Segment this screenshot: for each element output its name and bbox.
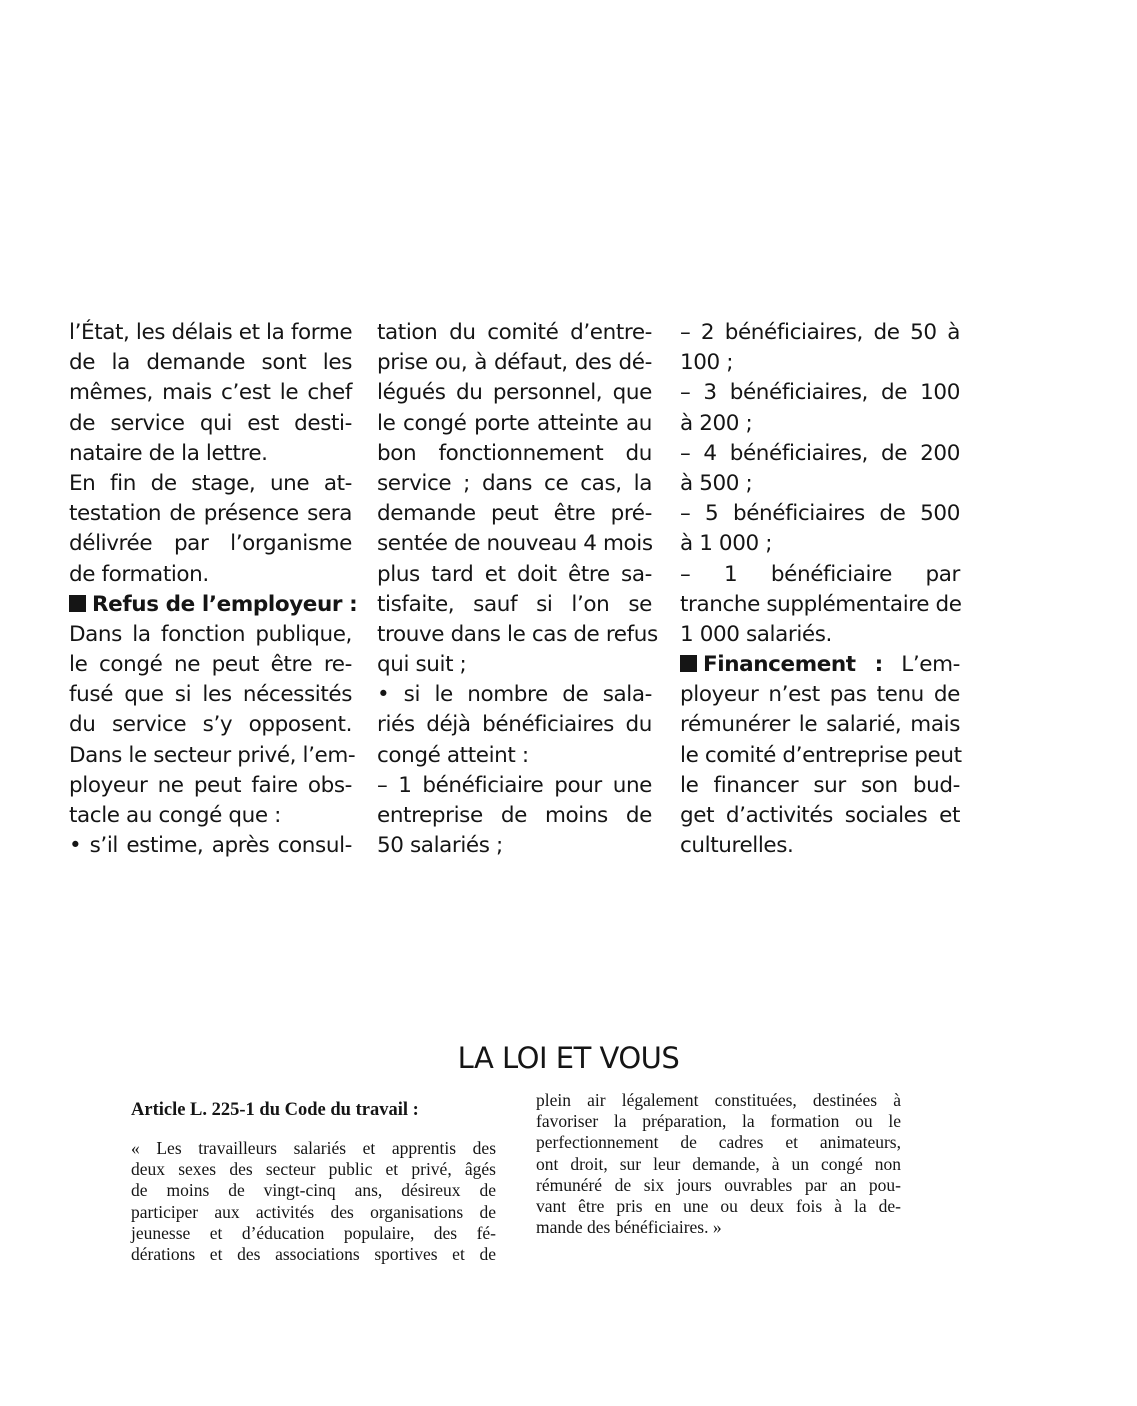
text-line: [536, 1217, 901, 1238]
text-line: [377, 741, 652, 771]
line-text: • si le nombre de sala-: [377, 682, 652, 708]
text-line: [680, 348, 960, 378]
line-text: rémunérer le salarié, mais: [680, 712, 960, 738]
text-line: [69, 710, 352, 740]
text-line: [377, 680, 652, 710]
text-line: [680, 469, 960, 499]
text-line: [536, 1154, 901, 1175]
line-text: prise ou, à défaut, des dé-: [377, 350, 652, 376]
line-text: rémunéré de six jours ouvrables par an pou-: [536, 1174, 901, 1195]
line-text: favoriser la préparation, la formation ou le: [536, 1111, 901, 1132]
text-line: [680, 439, 960, 469]
line-text: légués du personnel, que: [377, 380, 652, 406]
text-line: [69, 378, 352, 408]
text-line: [680, 650, 960, 680]
text-line: [680, 741, 960, 771]
line-text: à 200 ;: [680, 410, 753, 436]
text-line: [69, 741, 356, 771]
text-line: [69, 348, 352, 378]
line-text: perfectionnement de cadres et animateurs,: [536, 1132, 901, 1153]
line-text: du service s’y opposent.: [69, 712, 352, 738]
text-line: [680, 378, 960, 408]
line-text: vant être pris en une ou deux fois à la de-: [536, 1195, 901, 1216]
text-line: [536, 1132, 901, 1153]
line-text: mande des bénéficiaires. »: [536, 1217, 722, 1238]
text-line: [680, 771, 960, 801]
text-line: [680, 590, 960, 620]
line-text: deux sexes des secteur public et privé, âgés: [131, 1159, 496, 1180]
text-line: [680, 560, 960, 590]
line-text: de formation.: [69, 561, 209, 587]
text-line: [131, 1159, 496, 1180]
text-line: [131, 1223, 496, 1244]
line-text: le financer sur son bud-: [680, 772, 960, 798]
text-line: [69, 680, 352, 710]
line-text: – 3 bénéficiaires, de 100: [680, 380, 960, 406]
square-bullet-icon: [680, 655, 697, 672]
line-text: délivrée par l’organisme: [69, 531, 352, 557]
line-text: L’em-: [882, 652, 960, 678]
line-text: de la demande sont les: [69, 350, 352, 376]
article-column-2: [377, 318, 658, 861]
line-text: « Les travailleurs salariés et apprentis des: [131, 1138, 496, 1158]
text-line: [131, 1202, 496, 1223]
text-line: [536, 1196, 901, 1217]
line-text: tranche supplémentaire de: [680, 591, 962, 617]
line-text: participer aux activités des organisations de: [131, 1201, 496, 1222]
line-text: ployeur ne peut faire obs-: [69, 772, 352, 798]
line-text: de service qui est desti-: [69, 410, 352, 436]
section-heading: Financement :: [703, 652, 883, 678]
text-line: [377, 560, 652, 590]
line-text: tisfaite, sauf si l’on se: [377, 591, 652, 617]
line-text: • s’il estime, après consul-: [69, 833, 352, 859]
text-line: [377, 378, 652, 408]
law-section-title: LA LOI ET VOUS: [457, 1041, 680, 1075]
text-line: [377, 439, 652, 469]
text-line: [69, 409, 352, 439]
line-text: testation de présence sera: [69, 501, 352, 527]
text-line: [69, 439, 352, 469]
line-text: ployeur n’est pas tenu de: [680, 682, 960, 708]
line-text: trouve dans le cas de refus: [377, 621, 658, 647]
text-line: [680, 620, 960, 650]
line-text: sentée de nouveau 4 mois: [377, 531, 653, 557]
text-line: [69, 529, 352, 559]
line-text: entreprise de moins de: [377, 803, 652, 828]
text-line: [69, 590, 358, 620]
line-text: le comité d’entreprise peut: [680, 742, 962, 768]
text-line: [680, 409, 960, 439]
law-column-2: [536, 1090, 901, 1238]
text-line: [69, 499, 352, 529]
line-text: plein air légalement constituées, destinées à: [536, 1090, 901, 1110]
text-line: [131, 1138, 496, 1159]
text-line: [69, 831, 352, 861]
line-text: – 1 bénéficiaire par: [680, 561, 960, 587]
line-text: à 1 000 ;: [680, 531, 773, 557]
text-line: [377, 710, 652, 740]
line-text: tation du comité d’entre-: [377, 320, 652, 345]
line-text: service ; dans ce cas, la: [377, 470, 652, 496]
text-line: [69, 650, 352, 680]
section-heading: Refus de l’employeur :: [92, 591, 358, 617]
line-text: riés déjà bénéficiaires du: [377, 712, 652, 738]
text-line: [69, 560, 352, 590]
text-line: [377, 499, 652, 529]
text-line: [680, 680, 960, 710]
article-column-1: [69, 318, 358, 861]
line-text: demande peut être pré-: [377, 501, 652, 527]
text-line: [377, 620, 658, 650]
line-text: tacle au congé que :: [69, 803, 281, 828]
line-text: fusé que si les nécessités: [69, 682, 352, 708]
text-line: [69, 801, 352, 831]
line-text: ont droit, sur leur demande, à un congé non: [536, 1153, 901, 1174]
line-text: qui suit ;: [377, 652, 467, 678]
line-text: Dans le secteur privé, l’em-: [69, 742, 356, 768]
line-text: culturelles.: [680, 833, 794, 859]
line-text: le congé porte atteinte au: [377, 410, 652, 436]
line-text: nataire de la lettre.: [69, 440, 268, 466]
text-line: [69, 469, 352, 499]
text-line: [377, 318, 652, 348]
text-line: [69, 771, 352, 801]
text-line: [377, 529, 652, 559]
text-line: [377, 801, 652, 831]
line-text: dérations et des associations sportives et de: [131, 1243, 496, 1264]
text-line: [680, 801, 960, 831]
text-line: [536, 1111, 901, 1132]
line-text: l’État, les délais et la forme: [69, 320, 353, 345]
line-text: – 2 bénéficiaires, de 50 à: [680, 320, 960, 345]
line-text: le congé ne peut être re-: [69, 652, 352, 678]
text-line: [377, 650, 652, 680]
article-column-3: [680, 318, 960, 861]
text-line: [680, 831, 960, 861]
text-line: [377, 409, 652, 439]
text-line: [680, 318, 960, 348]
text-line: [680, 529, 960, 559]
line-text: de moins de vingt-cinq ans, désireux de: [131, 1180, 496, 1201]
square-bullet-icon: [69, 595, 86, 612]
line-text: 1 000 salariés.: [680, 621, 832, 647]
line-text: – 4 bénéficiaires, de 200: [680, 440, 960, 466]
text-line: [377, 831, 652, 861]
text-line: [131, 1244, 496, 1265]
line-text: Dans la fonction publique,: [69, 621, 352, 647]
text-line: [377, 771, 652, 801]
line-text: – 5 bénéficiaires de 500: [680, 501, 960, 527]
text-line: [536, 1090, 901, 1111]
text-line: [131, 1180, 496, 1201]
line-text: 50 salariés ;: [377, 833, 503, 859]
line-text: plus tard et doit être sa-: [377, 561, 652, 587]
text-line: [69, 620, 352, 650]
text-line: [377, 348, 652, 378]
text-line: [377, 590, 652, 620]
line-text: congé atteint :: [377, 742, 529, 768]
text-line: [680, 499, 960, 529]
line-text: – 1 bénéficiaire pour une: [377, 772, 652, 798]
line-text: mêmes, mais c’est le chef: [69, 380, 352, 406]
text-line: [680, 710, 960, 740]
line-text: 100 ;: [680, 350, 734, 376]
line-text: à 500 ;: [680, 470, 753, 496]
line-text: jeunesse et d’éducation populaire, des fé-: [131, 1222, 496, 1243]
text-line: [536, 1175, 901, 1196]
line-text: En fin de stage, une at-: [69, 470, 352, 496]
text-line: [69, 318, 352, 348]
article-title: Article L. 225-1 du Code du travail :: [131, 1100, 419, 1120]
text-line: [377, 469, 652, 499]
line-text: bon fonctionnement du: [377, 440, 652, 466]
law-column-1: [131, 1098, 496, 1265]
line-text: get d’activités sociales et: [680, 803, 960, 828]
